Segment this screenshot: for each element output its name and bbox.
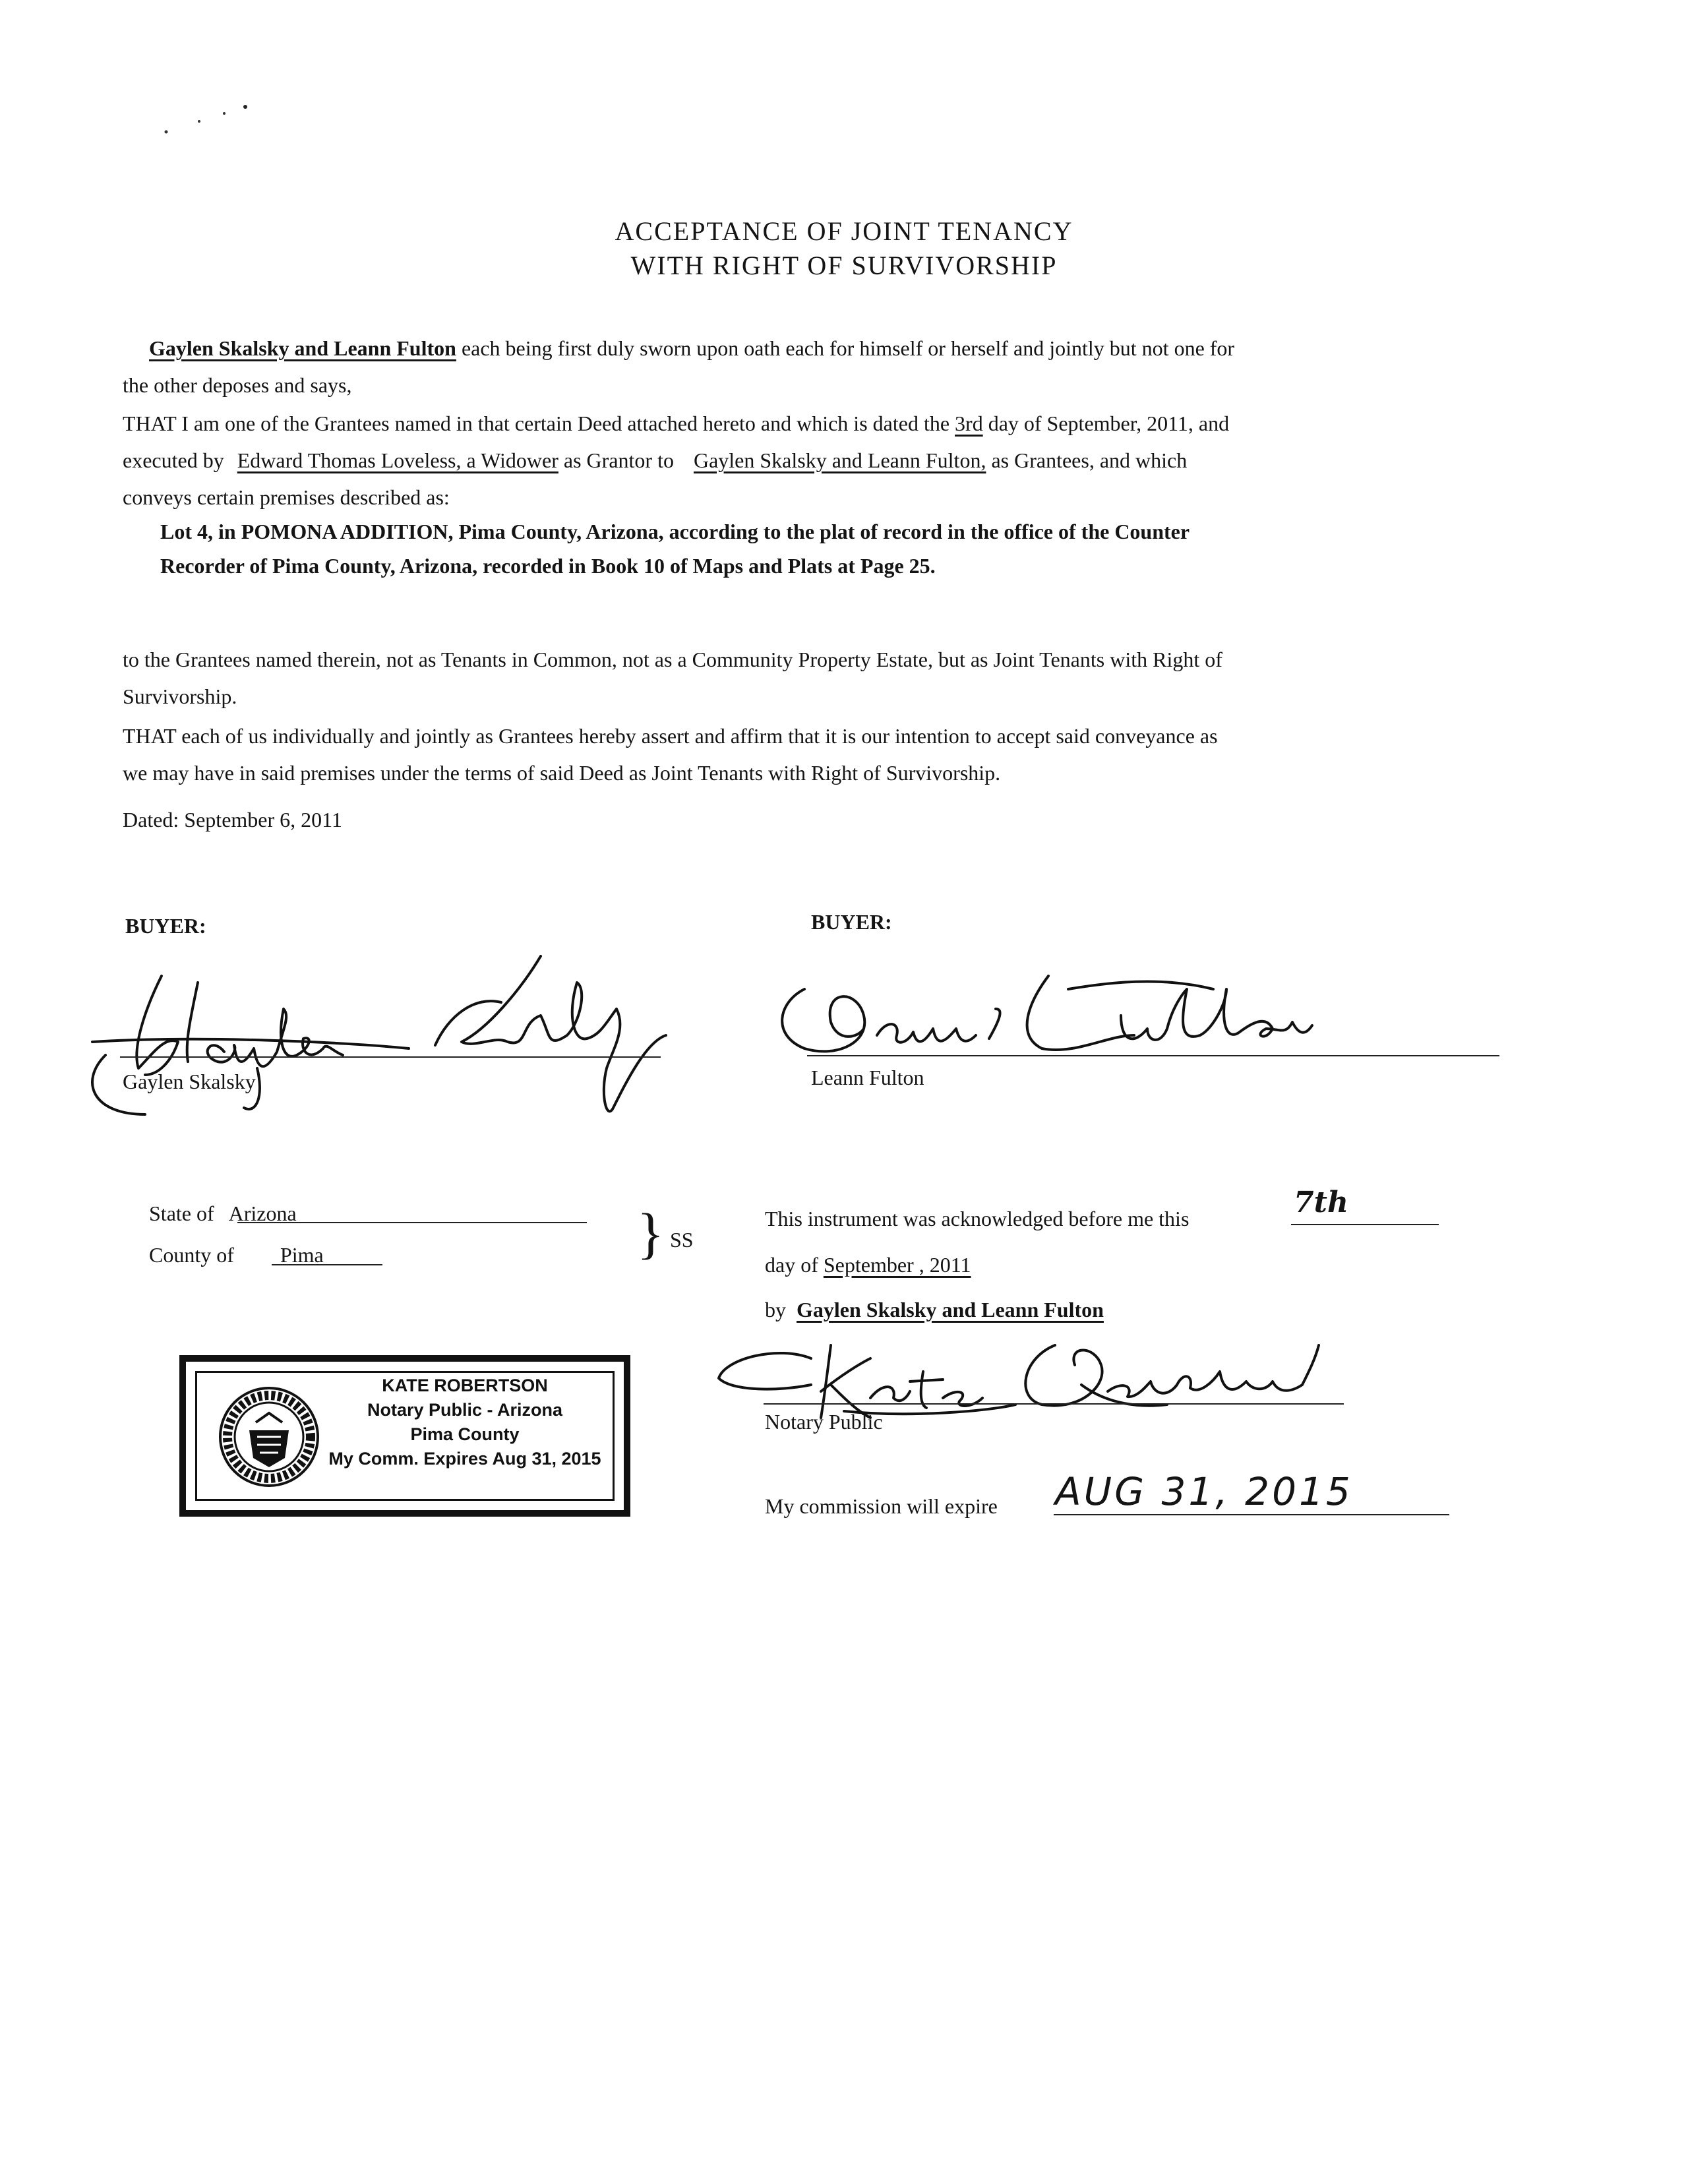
deed-text-1: THAT I am one of the Grantees named in that certain Deed attached hereto and which is dated the	[123, 411, 950, 435]
deed-text-2: day of September, 2011, and	[988, 411, 1230, 435]
stamp-notary-state: Notary Public - Arizona	[367, 1400, 563, 1420]
affirmation-paragraph	[123, 717, 1218, 791]
state-line	[237, 1222, 587, 1223]
oath-text: each being first duly sworn upon oath each for himself or herself and jointly but not one for	[461, 336, 1235, 360]
state-value: Arizona	[228, 1201, 297, 1225]
title-line-2: WITH RIGHT OF SURVIVORSHIP	[630, 251, 1058, 280]
dated-line: Dated: September 6, 2011	[123, 808, 342, 832]
by-names: Gaylen Skalsky and Leann Fulton	[797, 1298, 1104, 1321]
commission-row	[765, 1488, 998, 1525]
title-line-1: ACCEPTANCE OF JOINT TENANCY	[615, 216, 1073, 246]
county-label: County of	[149, 1243, 234, 1267]
stamp-name: KATE ROBERTSON	[382, 1376, 548, 1395]
conveys-text: conveys certain premises described as:	[123, 485, 450, 509]
opening-paragraph	[123, 330, 1234, 404]
county-value: Pima	[280, 1243, 324, 1267]
affirmation-line-1: THAT each of us individually and jointly as Grantees hereby assert and affirm that it is our intention to accept said conveyance as	[123, 724, 1218, 748]
by-label: by	[765, 1298, 786, 1321]
commission-label: My commission will expire	[765, 1494, 998, 1518]
commission-date-handwritten: AUG 31, 2015	[1055, 1469, 1353, 1514]
stamp-county: Pima County	[410, 1424, 520, 1444]
grantees-names-2: Gaylen Skalsky and Leann Fulton,	[693, 448, 986, 472]
as-grantees-text: as Grantees, and which	[991, 448, 1188, 472]
county-row	[149, 1236, 324, 1273]
stamp-text	[311, 1374, 618, 1471]
notary-title: Notary Public	[765, 1410, 883, 1434]
as-grantor-text: as Grantor to	[563, 448, 674, 472]
grantees-names: Gaylen Skalsky and Leann Fulton	[149, 336, 456, 360]
signature-line-left	[120, 1056, 661, 1058]
buyer-label-right: BUYER:	[811, 910, 892, 934]
legal-line-1: Lot 4, in POMONA ADDITION, Pima County, Arizona, according to the plat of record in the office of the Counter	[160, 520, 1190, 543]
commission-line	[1054, 1514, 1449, 1515]
state-row	[149, 1195, 297, 1232]
county-line	[272, 1264, 382, 1265]
legal-description	[160, 514, 1190, 583]
scan-marks	[158, 99, 264, 138]
deed-day: 3rd	[955, 411, 983, 435]
executed-by-label: executed by	[123, 448, 224, 472]
state-label: State of	[149, 1201, 214, 1225]
tenancy-line-2: Survivorship.	[123, 684, 237, 708]
tenancy-line-1: to the Grantees named therein, not as Tenants in Common, not as a Community Property Estate, but as Joint Tenants with Right of	[123, 648, 1222, 671]
buyer-label-left: BUYER:	[125, 914, 206, 938]
venue-brace: }	[637, 1201, 665, 1265]
buyer-name-right: Leann Fulton	[811, 1066, 924, 1089]
ack-row	[765, 1200, 1189, 1237]
deposes-text: the other deposes and says,	[123, 373, 352, 397]
notary-stamp	[179, 1355, 630, 1517]
ss-label: SS	[670, 1228, 694, 1252]
stamp-expiry: My Comm. Expires Aug 31, 2015	[328, 1449, 601, 1469]
legal-line-2: Recorder of Pima County, Arizona, recorded in Book 10 of Maps and Plats at Page 25.	[160, 554, 936, 578]
day-of-label: day of	[765, 1253, 818, 1277]
ack-month-year: September , 2011	[823, 1253, 971, 1277]
buyer-name-left: Gaylen Skalsky	[123, 1070, 256, 1093]
affirmation-line-2: we may have in said premises under the terms of said Deed as Joint Tenants with Right of Survivorship.	[123, 761, 1001, 785]
day-of-row	[765, 1246, 971, 1283]
deed-paragraph	[123, 405, 1229, 516]
ack-text: This instrument was acknowledged before me this	[765, 1207, 1190, 1230]
grantor-name: Edward Thomas Loveless, a Widower	[237, 448, 558, 472]
signature-line-right	[807, 1055, 1499, 1056]
ack-day-line	[1291, 1224, 1439, 1225]
arizona-seal-icon	[216, 1384, 322, 1490]
ack-day-handwritten: 7th	[1294, 1186, 1348, 1219]
document-title	[0, 214, 1688, 283]
signature-leann-fulton	[765, 963, 1358, 1068]
tenancy-paragraph	[123, 641, 1222, 715]
